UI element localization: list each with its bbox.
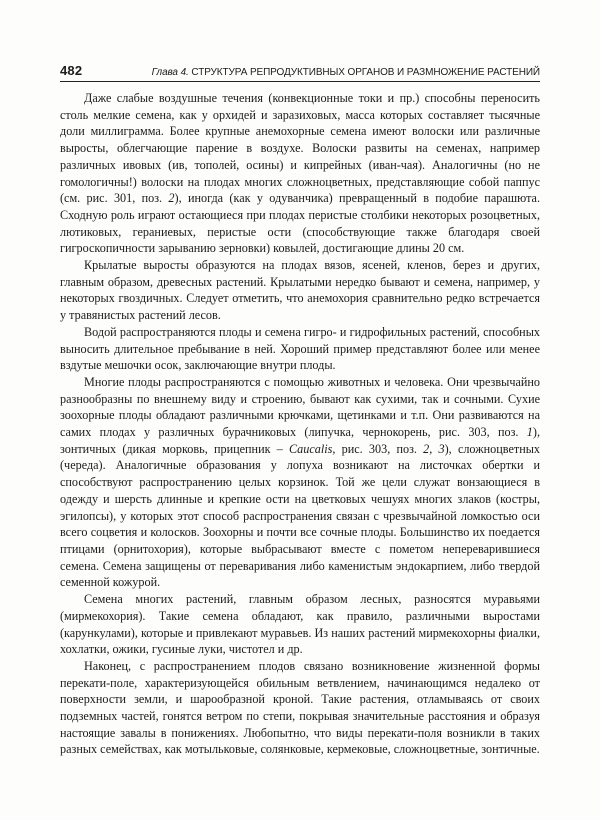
paragraph: Даже слабые воздушные течения (конвекционные токи и пр.) способны переносить столь мелкие семена, как у орхидей и заразиховых, масса которых составляет тысячные доли миллиграмма. Более крупные анемохорные семена имеют волоски или различные выросты, облегчающие парение в воздухе. Волоски развиты на семенах, например различных ивовых (ив, тополей, осины) и кипрейных (иван-чая). Аналогичны (но не гомологичны!) волоски на плодах многих сложноцветных, представляющие собой паппус (см. рис. 301, поз. 2), иногда (как у одуванчика) превращенный в подобие парашюта. Сходную роль играют остающиеся при плодах перистые столбики некоторых розоцветных, лютиковых, гераниевых, перистые ости (способствующие также благодаря своей гигроскопичности зарыванию зерновки) ковылей, достигающие длины 20 см. <box>60 91 540 256</box>
page-number: 482 <box>60 63 83 78</box>
page-body <box>60 90 540 758</box>
paragraph: Многие плоды распространяются с помощью животных и человека. Они чрезвычайно разнообразны по внешнему виду и строению, бывают как сухими, так и сочными. Сухие зоохорные плоды обладают различными крючками, щетинками и т.п. Они развиваются на самих плодах у различных бурачниковых (липучка, чернокорень, рис. 303, поз. 1), зонтичных (дикая морковь, прицепник – Caucalis, рис. 303, поз. 2, 3), сложноцветных (череда). Аналогичные образования у лопуха возникают на листочках обертки и способствуют распространению целых корзинок. Той же цели служат вонзающиеся в одежду и шерсть длинные и крепкие ости на цветковых чешуях многих злаков (костры, эгилопсы), у которых этот способ распространения связан с чрезвычайной ломкостью оси всего соцветия и колосков. Зоохорны и почти все сочные плоды. Большинство их поедается птицами (орнитохория), которые выбрасывают вместе с пометом непереварившиеся семена. Семена защищены от переваривания либо каменистым эндокарпием, либо твердой семенной кожурой. <box>60 374 541 590</box>
running-head <box>152 67 540 78</box>
page-header <box>60 60 540 82</box>
paragraph: Наконец, с распространением плодов связано возникновение жизненной формы перекати-поле, характеризующейся обильным ветвлением, начинающимся недалеко от поверхности земли, и шарообразной кроной. Такие растения, отламываясь от своих подземных частей, гонятся ветром по степи, покрывая значительные расстояния и образуя настоящие завалы в понижениях. Любопытно, что виды перекати-поля возникли в таких разных семействах, как мотыльковые, солянковые, кермековые, сложноцветные, зонтичные. <box>60 658 540 757</box>
paragraph: Крылатые выросты образуются на плодах вязов, ясеней, кленов, берез и других, главным образом, древесных растений. Крылатыми нередко бывают и семена, например, у некоторых гвоздичных. Следует отметить, что анемохория сравнительно редко встречается у травянистых растений лесов. <box>60 258 540 323</box>
paragraph: Семена многих растений, главным образом лесных, разносятся муравьями (мирмекохория). Такие семена обладают, как правило, различными выростами (карункулами), которые и привлекают муравьев. Из наших растений мирмекохорны фиалки, хохлатки, ожики, гусиные луки, чистотел и др. <box>60 592 540 657</box>
chapter-title: СТРУКТУРА РЕПРОДУКТИВНЫХ ОРГАНОВ И РАЗМНОЖЕНИЕ РАСТЕНИЙ <box>191 67 540 78</box>
chapter-label: Глава 4. <box>151 67 189 78</box>
paragraph: Водой распространяются плоды и семена гигро- и гидрофильных растений, способных выносить длительное пребывание в ней. Хороший пример представляют более или менее вздутые мешочки осок, заключающие внутри плоды. <box>60 324 540 373</box>
